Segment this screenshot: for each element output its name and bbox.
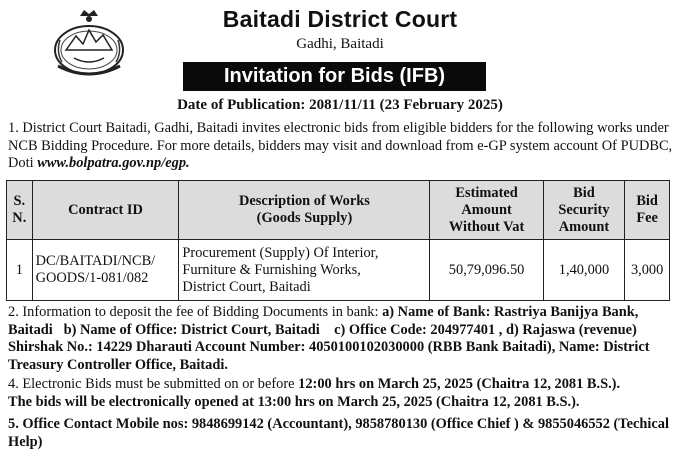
paragraph-4 <box>8 376 674 411</box>
header-estimated-amount: Estimated Amount Without Vat <box>430 181 543 240</box>
header-bid-security: Bid Security Amount <box>543 181 625 240</box>
header-description: Description of Works (Goods Supply) <box>179 181 430 240</box>
court-location: Gadhi, Baitadi <box>296 36 384 52</box>
cell-estimated-amount: 50,79,096.50 <box>430 240 543 301</box>
court-name: Baitadi District Court <box>222 6 458 32</box>
table-header-row <box>7 181 670 240</box>
cell-sn: 1 <box>7 240 33 301</box>
bid-table <box>6 180 670 301</box>
revenue-account: d) Rajaswa (revenue) Shirshak No.: 14229 Dharauti Account Number: 4050100102030000 (RBB Bank Baitadi), Name: District Treasury Controller Office, Baitadi. <box>8 321 650 373</box>
paragraph-5-contacts: 5. Office Contact Mobile nos: 9848699142 (Accountant), 9858780130 (Office Chief ) & 9855046552 (Techical Help) <box>8 416 669 450</box>
office-name: b) Name of Office: District Court, Baitadi <box>63 321 320 338</box>
header-sn: S. N. <box>7 181 33 240</box>
paragraph-2-intro: 2. Information to deposit the fee of Bidding Documents in bank: <box>8 304 383 320</box>
paragraph-1 <box>8 120 674 173</box>
cell-contract-id: DC/BAITADI/NCB/ GOODS/1-081/082 <box>32 240 179 301</box>
bolpatra-link[interactable]: www.bolpatra.gov.np/egp. <box>37 155 190 172</box>
publication-date: Date of Publication: 2081/11/11 (23 February 2025) <box>177 97 503 113</box>
bank-name: a) Name of Bank: Rastriya Banijya Bank, Baitadi <box>8 304 639 338</box>
table-row <box>7 240 670 301</box>
cell-bid-security: 1,40,000 <box>543 240 625 301</box>
paragraph-4-prefix: 4. Electronic Bids must be submitted on or before <box>8 376 299 392</box>
opening-time: The bids will be electronically opened at 13:00 hrs on March 25, 2025 (Chaitra 12, 2081 B.S.). <box>8 393 580 410</box>
ifb-title-banner: Invitation for Bids (IFB) <box>183 62 486 91</box>
paragraph-2 <box>8 304 674 374</box>
cell-description: Procurement (Supply) Of Interior, Furniture & Furnishing Works, District Court, Baitadi <box>179 240 430 301</box>
submission-deadline: 12:00 hrs on March 25, 2025 (Chaitra 12, 2081 B.S.). <box>298 376 621 392</box>
header-bid-fee: Bid Fee <box>625 181 670 240</box>
cell-bid-fee: 3,000 <box>625 240 670 301</box>
office-code: c) Office Code: 204977401 , <box>334 321 503 338</box>
paragraph-1-text: 1. District Court Baitadi, Gadhi, Baitadi invites electronic bids from eligible bidders for the following works under NCB Bidding Procedure. For more details, bidders may visit and download from e-GP system account Of PUDBC, Doti <box>8 120 673 172</box>
header-contract-id: Contract ID <box>32 181 179 240</box>
